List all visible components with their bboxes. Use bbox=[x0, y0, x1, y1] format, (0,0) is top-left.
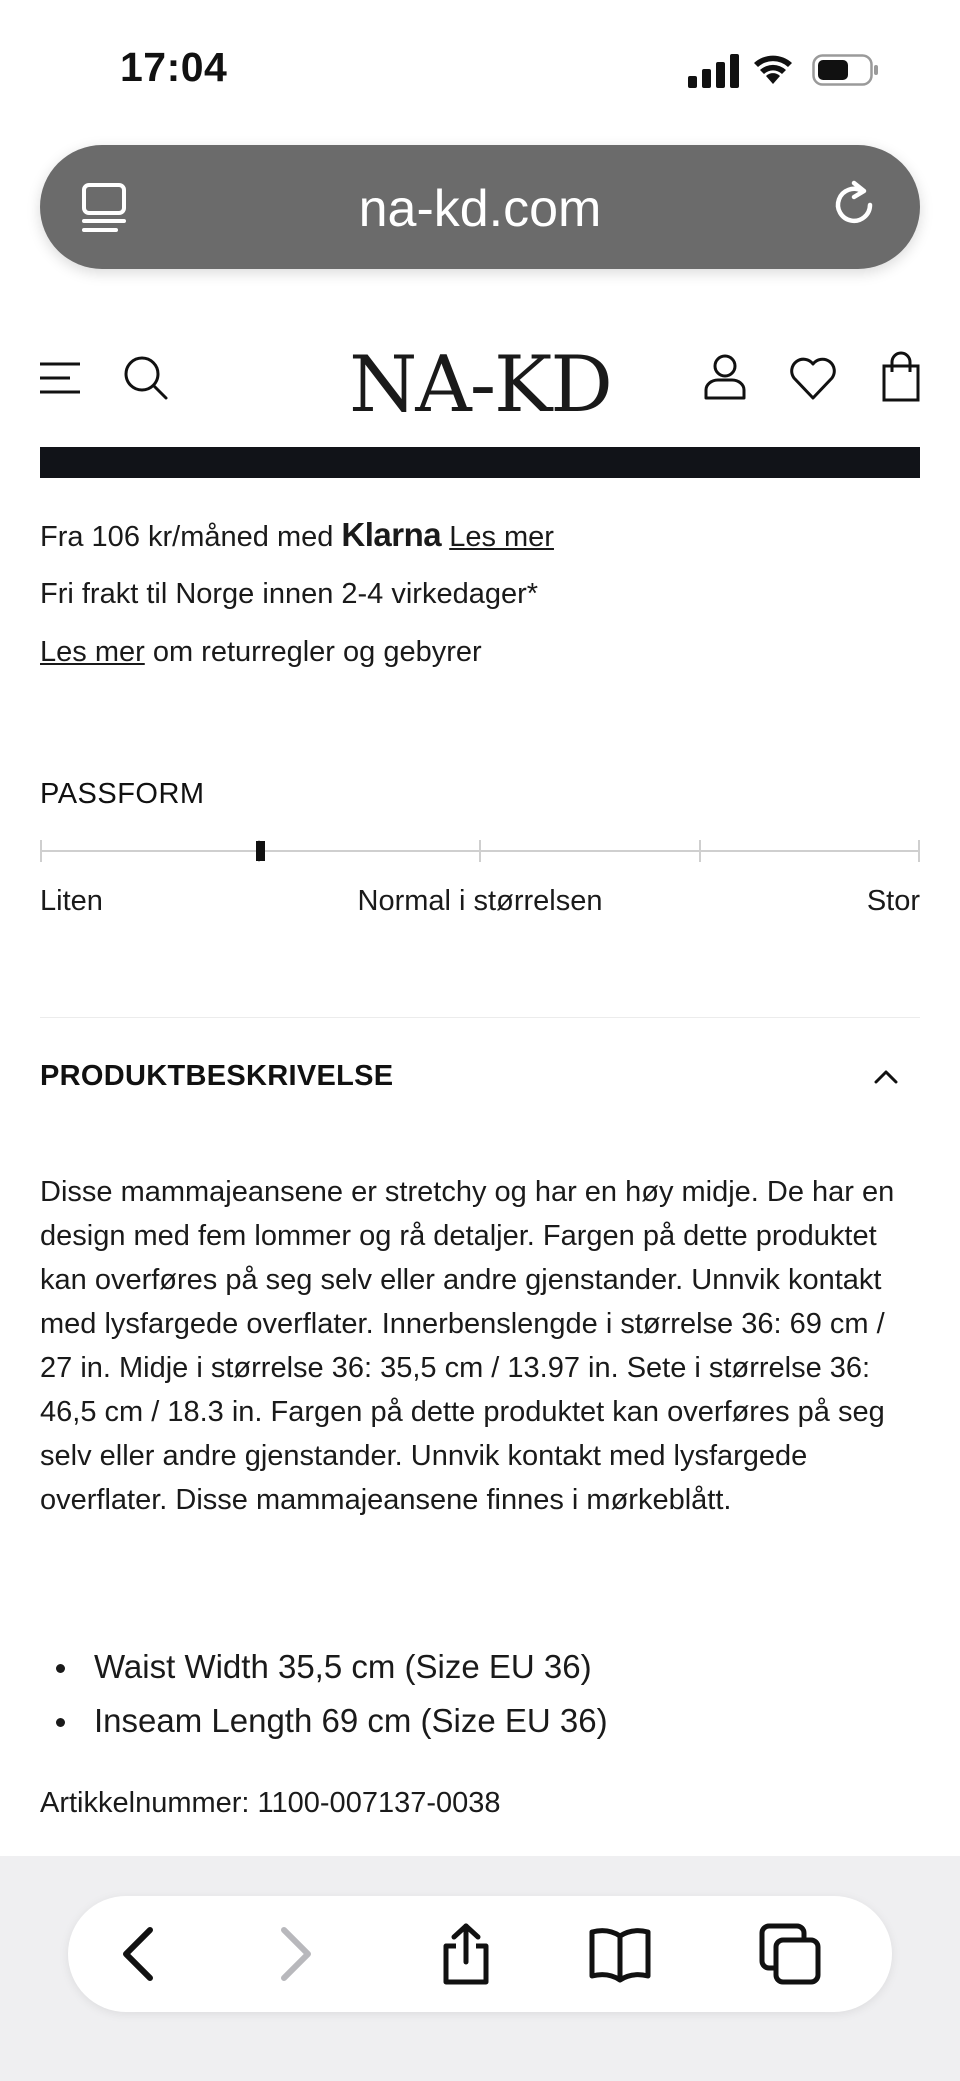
product-description-toggle[interactable]: PRODUKTBESKRIVELSE bbox=[40, 1060, 394, 1092]
fit-label-normal: Normal i størrelsen bbox=[357, 885, 603, 917]
list-item: Waist Width 35,5 cm (Size EU 36) bbox=[40, 1640, 608, 1694]
fit-marker bbox=[256, 841, 265, 861]
divider bbox=[40, 1017, 920, 1018]
klarna-prefix: Fra 106 kr/måned med bbox=[40, 521, 334, 553]
klarna-logo: Klarna bbox=[341, 516, 442, 553]
back-icon[interactable] bbox=[110, 1922, 174, 1986]
site-header bbox=[0, 320, 960, 440]
cellular-signal-icon bbox=[688, 54, 740, 88]
fit-scale bbox=[40, 836, 920, 866]
fit-tick bbox=[918, 840, 920, 862]
browser-toolbar bbox=[68, 1896, 892, 2012]
shipping-info: Fri frakt til Norge innen 2-4 virkedager* bbox=[40, 578, 539, 610]
article-number: Artikkelnummer: 1100-007137-0038 bbox=[40, 1787, 501, 1819]
bag-icon[interactable] bbox=[876, 350, 930, 404]
fit-label-small: Liten bbox=[40, 885, 103, 917]
list-item: Inseam Length 69 cm (Size EU 36) bbox=[40, 1694, 608, 1748]
returns-text: om returregler og gebyrer bbox=[152, 636, 482, 668]
url-text[interactable]: na-kd.com bbox=[358, 180, 602, 238]
share-icon[interactable] bbox=[434, 1922, 498, 1986]
product-details-list bbox=[40, 1640, 608, 1748]
tabs-icon[interactable] bbox=[758, 1922, 822, 1986]
reload-icon[interactable] bbox=[824, 175, 884, 235]
fit-title: PASSFORM bbox=[40, 778, 205, 810]
add-to-cart-bar[interactable] bbox=[40, 447, 920, 478]
account-icon[interactable] bbox=[698, 350, 752, 404]
klarna-read-more-link[interactable]: Les mer bbox=[449, 521, 554, 553]
returns-info bbox=[40, 636, 482, 669]
product-description-text: Disse mammajeansene er stretchy og har en høy midje. De har en design med fem lommer og rå detaljer. Fargen på dette produktet kan overføres på seg selv eller andre gjenstander. Unnvik kontakt med lysfargede overflater. Innerbenslengde i størrelse 36: 69 cm / 27 in. Midje i størrelse 36: 35,5 cm / 13.97 in. Sete i størrelse 36: 46,5 cm / 18.3 in. Fargen på dette produktet kan overføres på seg selv eller andre gjenstander. Unnvik kontakt med lysfargede overflater. Disse mammajeansene finnes i mørkeblått. bbox=[40, 1176, 895, 1516]
site-logo[interactable]: NA-KD bbox=[349, 340, 611, 430]
wifi-icon bbox=[752, 52, 794, 86]
status-time: 17:04 bbox=[120, 44, 228, 90]
chevron-up-icon[interactable] bbox=[870, 1064, 902, 1088]
fit-label-large: Stor bbox=[866, 885, 920, 917]
fit-tick bbox=[479, 840, 481, 862]
returns-read-more-link[interactable]: Les mer bbox=[40, 636, 145, 668]
address-bar[interactable] bbox=[40, 145, 920, 269]
wishlist-icon[interactable] bbox=[786, 352, 840, 406]
battery-icon bbox=[812, 54, 880, 86]
bookmarks-icon[interactable] bbox=[588, 1922, 652, 1986]
status-bar bbox=[0, 0, 960, 130]
fit-tick bbox=[699, 840, 701, 862]
forward-icon[interactable] bbox=[260, 1922, 324, 1986]
fit-tick bbox=[40, 840, 42, 862]
klarna-info bbox=[40, 516, 554, 554]
